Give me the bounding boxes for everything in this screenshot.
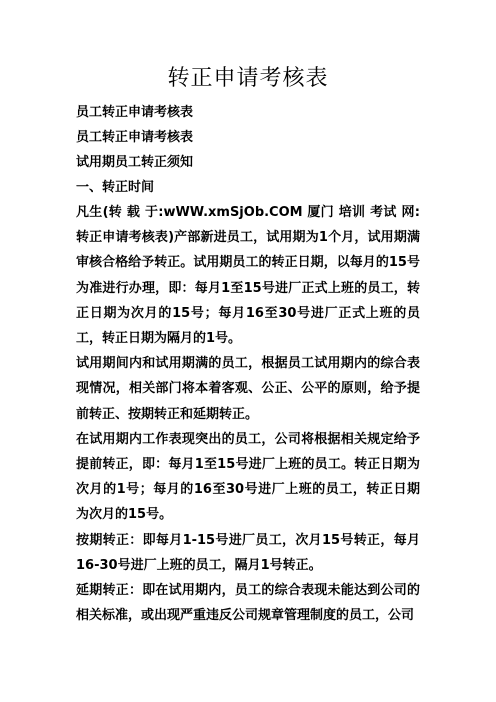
section-heading: 一、转正时间: [76, 180, 155, 195]
paragraph-3: 在试用期内工作表现突出的员工，公司将根据相关规定给予提前转正，即：每月1至15号进厂上班的员工。转正日期为次月的1号；每月的16至30号进厂上班的员工，转正日期为次月的15号。: [76, 431, 420, 523]
document-body: [76, 100, 420, 628]
document-title: 转正申请考核表: [167, 66, 329, 91]
heading-line-2: 员工转正申请考核表: [76, 130, 194, 145]
paragraph-1: 凡生(转 载 于:wWW.xmSjOb.COM 厦门 培训 考试 网:转正申请考核表)产部新进员工，试用期为1个月，试用期满审核合格给予转正。试用期员工的转正日期，以每月的15号为准进行办理，即：每月1至15号进厂正式上班的员工，转正日期为次月的15号；每月16至30号进厂正式上班的员工，转正日期为隔月的1号。: [76, 205, 420, 347]
paragraph-4: 按期转正：即每月1-15号进厂员工，次月15号转正，每月16-30号进厂上班的员工，隔月1号转正。: [76, 532, 420, 573]
paragraph-5: 延期转正：即在试用期内，员工的综合表现未能达到公司的相关标准，或出现严重违反公司规章管理制度的员工，公司: [76, 583, 420, 624]
heading-line-3: 试用期员工转正须知: [76, 155, 194, 170]
paragraph-2: 试用期间内和试用期满的员工，根据员工试用期内的综合表现情况，相关部门将本着客观、公正、公平的原则，给予提前转正、按期转正和延期转正。: [76, 356, 420, 422]
heading-line-1: 员工转正申请考核表: [76, 105, 194, 120]
